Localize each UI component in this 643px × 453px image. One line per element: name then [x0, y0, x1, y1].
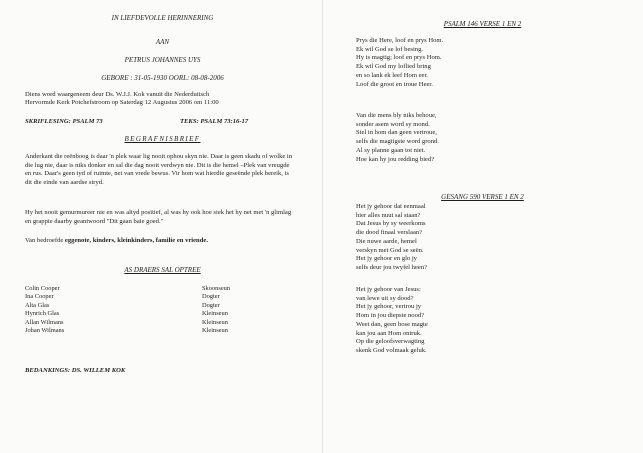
- tribute-paragraph-1: Anderkant die reënboog is daar 'n plek waar lig nooit ophou skyn nie. Daar is geen skadu of wolke in die lug nie, daar is niks donker en sal die dag nooit verdwyn nie. Dit is die hemel –Plek van vreugde en rus. Daar's geen tyd of ruimte, net van vrede bewus. Vir hom wat hierdie geseënde plek bereik, is dit die einde van aardse stryd.: [25, 153, 293, 186]
- gesang-line: van lewe uit sy dood?: [356, 294, 414, 302]
- pallbearer-relation: Kleinseun: [202, 327, 228, 335]
- psalm-line: Loof die groot en troue Heer.: [356, 80, 433, 88]
- psalm-line: Hy is magtig; loof en prys Hom.: [356, 54, 442, 62]
- psalm-line: Ek wil God se lof besing.: [356, 45, 424, 53]
- gesang-line: Het jy gehoor, vertrou jy: [356, 303, 422, 311]
- bereaved-prefix: Van bedroefde: [25, 237, 65, 244]
- bereaved-line: [25, 237, 208, 245]
- pallbearer-relation: Dogter: [202, 301, 220, 309]
- psalm-line: Prys die Here, loof en prys Hom.: [356, 37, 444, 44]
- gesang-line: hier alles nuut sal staan?: [356, 211, 421, 219]
- pallbearer-relation: Skoonseun: [202, 285, 231, 292]
- psalm-line: sonder asem word sy mond.: [356, 120, 430, 128]
- psalm-line: selfs die magtigste word grond.: [356, 138, 439, 146]
- gesang-heading: GESANG 590 VERSE 1 EN 2: [441, 193, 524, 201]
- pallbearer-name: Allan Wilmans: [25, 318, 64, 326]
- sermon-text: TEKS: PSALM 73:16-17: [180, 118, 249, 125]
- gesang-line: Hom in jou diepste nood?: [356, 312, 425, 320]
- psalm-stanza-1: [356, 37, 443, 89]
- psalm-line: Al sy planne gaan tot niet.: [356, 146, 426, 154]
- gesang-line: verskyn met God se seën.: [356, 246, 424, 254]
- pallbearer-names: [25, 285, 64, 335]
- gesang-stanza-1: [356, 203, 427, 273]
- tribute-paragraph-2: Hy het nooit gemurmureer nie en was altyd positief, al was hy ook hoe siek het hy net met 'n glimlag en grappie daarby geantwoord "Dit gaan baie goed.": [25, 209, 292, 225]
- service-line-1: Diens word waargeneem deur Ds. W.J.J. Kok vanuit die Nederduitsch: [25, 91, 210, 98]
- psalm-line: Ek wil God my loflied bring: [356, 63, 431, 71]
- psalm-heading: PSALM 146 VERSE 1 EN 2: [443, 20, 522, 28]
- pallbearer-name: Colin Cooper: [25, 285, 60, 292]
- gesang-line: Dat Jesus by sy weerkoms: [356, 220, 426, 228]
- begrafnisbrief-heading: BEGRAFNISBRIEF: [124, 135, 201, 143]
- gesang-line: Weet dan, geen bose magte: [356, 320, 428, 328]
- pallbearer-relation: Dogter: [202, 293, 220, 301]
- aan-label: AAN: [155, 38, 170, 46]
- service-line-2: Hervormde Kerk Potchefstroom op Saterdag 12 Augustus 2006 om 11:00: [25, 99, 219, 106]
- memorial-heading: IN LIEFDEVOLLE HERINNERING: [111, 14, 214, 22]
- bereaved-family: eggenote, kinders, kleinkinders, familie en vriende.: [64, 237, 208, 244]
- gesang-line: Die nuwe aarde, hemel: [356, 237, 417, 245]
- psalm-line: Hoe kan hy jou redding bied?: [356, 155, 435, 163]
- gesang-stanza-2: [356, 286, 428, 356]
- psalm-line: Van die mens bly niks behoue,: [356, 112, 437, 119]
- pallbearer-relations: [202, 285, 230, 335]
- gesang-line: Het jy gehoor van Jesus:: [356, 286, 421, 293]
- psalm-stanza-2: [356, 112, 439, 164]
- gesang-line: die dood finaal verslaan?: [356, 229, 423, 237]
- birth-death-dates: GEBORE : 31-05-1930 OORL: 08-08-2006: [101, 74, 224, 82]
- gesang-line: skenk God volmaak geluk.: [356, 346, 427, 354]
- pallbearer-name: Alta Glas: [25, 301, 50, 309]
- gesang-line: Op die geloofsverwagting: [356, 338, 425, 346]
- gesang-line: selfs deur jou twyfel heen?: [356, 263, 428, 271]
- pallbearers-heading: AS DRAERS SAL OPTREE: [124, 266, 201, 274]
- deceased-name: PETRUS JOHANNES UYS: [124, 56, 201, 64]
- thanks-line: BEDANKINGS: DS. WILLEM KOK: [25, 367, 126, 374]
- pallbearer-name: Ina Cooper: [25, 293, 54, 301]
- pallbearer-name: Hynrich Glas: [25, 310, 60, 318]
- psalm-line: en so lank ek leef Hom eer.: [356, 71, 428, 79]
- pallbearer-relation: Kleinseun: [202, 310, 228, 318]
- gesang-line: Het jy gehoor dat eenmaal: [356, 203, 426, 210]
- psalm-line: Stel in hom dan geen vertroue,: [356, 129, 437, 137]
- gesang-line: kan jou aan Hom ontruk.: [356, 329, 422, 337]
- scripture-reading: SKRIFLESING: PSALM 73: [25, 118, 103, 125]
- pallbearer-relation: Kleinseun: [202, 318, 228, 326]
- gesang-line: Het jy gehoor en glo jy: [356, 255, 417, 263]
- pallbearer-name: Johan Wilmans: [25, 327, 65, 335]
- page-fold-divider: [322, 0, 323, 453]
